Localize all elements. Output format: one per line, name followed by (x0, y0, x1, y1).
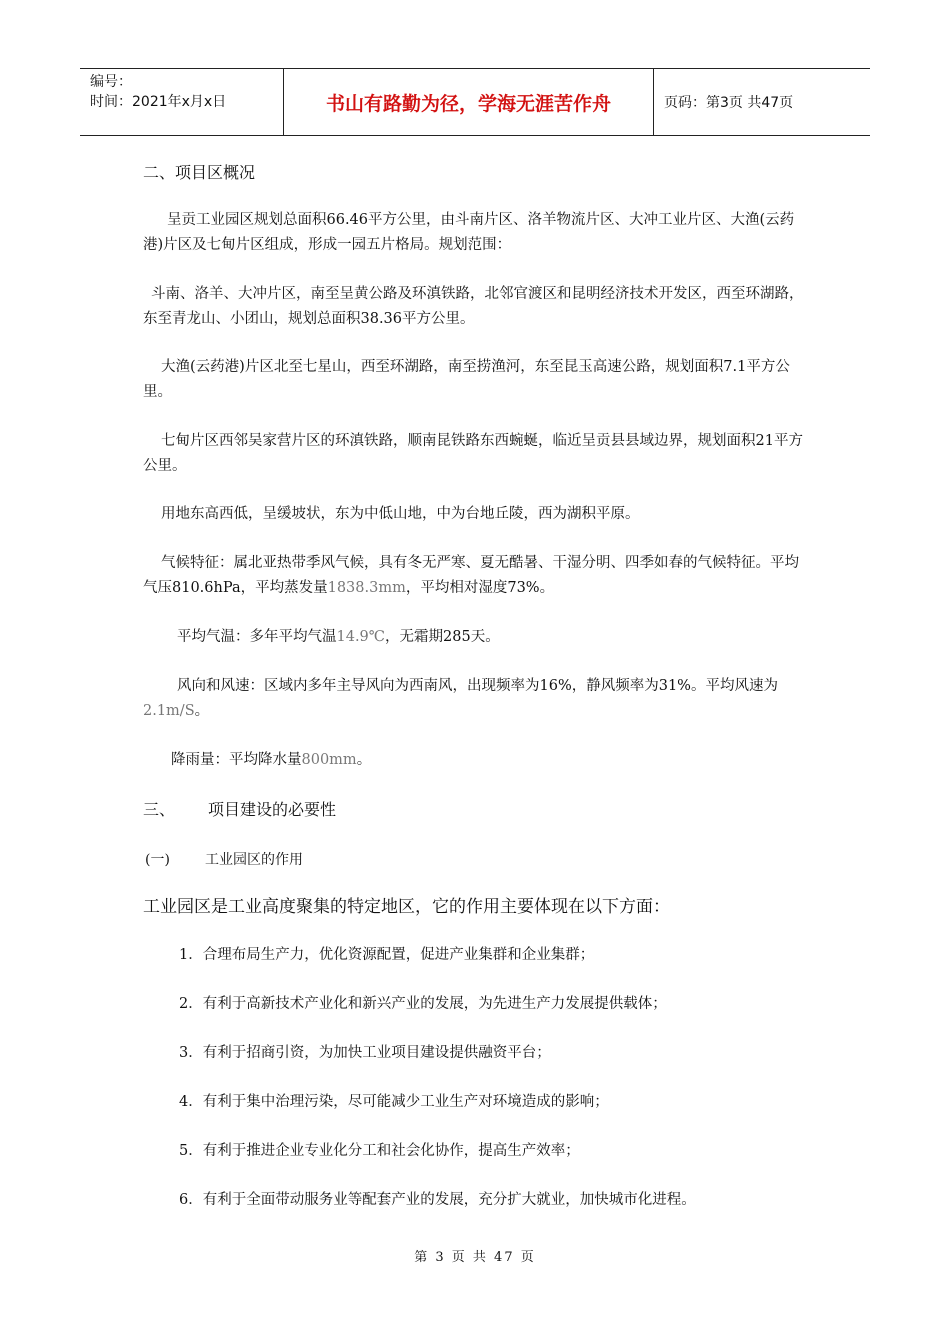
rainfall-label: 降雨量：平均降水量 (171, 752, 302, 768)
paragraph-dayu-scope: 大渔(云药港)片区北至七星山，西至环湖路，南至捞渔河，东至昆玉高速公路，规划面积7.1平方公里。 (143, 359, 790, 400)
section-3-title: 项目建设的必要性 (208, 800, 337, 819)
list-item: 4．有利于集中治理污染，尽可能减少工业生产对环境造成的影响； (179, 1094, 609, 1110)
section-2-title: 二、项目区概况 (143, 163, 256, 182)
list-item: 3．有利于招商引资，为加快工业项目建设提供融资平台； (179, 1045, 551, 1061)
page-header (80, 68, 870, 136)
header-motto: 书山有路勤为径，学海无涯苦作舟 (283, 69, 654, 135)
document-number-label: 编号： (90, 74, 132, 90)
climate-text: 气候特征：属北亚热带季风气候，具有冬无严寒、夏无酷暑、干湿分明、四季如春的气候特征。平均气压810.6hPa，平均蒸发量 (143, 555, 799, 596)
list-item: 5．有利于推进企业专业化分工和社会化协作，提高生产效率； (179, 1143, 580, 1159)
wind-end-text: 。 (194, 703, 210, 719)
paragraph-park-area: 呈贡工业园区规划总面积66.46平方公里，由斗南片区、洛羊物流片区、大冲工业片区、大渔(云药港)片区及七甸片区组成，形成一园五片格局。规划范围： (143, 212, 795, 253)
intro-paragraph: 工业园区是工业高度聚集的特定地区，它的作用主要体现在以下方面： (143, 897, 670, 917)
list-item: 2．有利于高新技术产业化和新兴产业的发展，为先进生产力发展提供载体； (179, 996, 667, 1012)
wind-text: 风向和风速：区域内多年主导风向为西南风，出现频率为16%，静风频率为31%。平均风速为 (177, 678, 778, 694)
paragraph-terrain: 用地东高西低，呈缓坡状，东为中低山地，中为台地丘陵，西为湖积平原。 (161, 506, 640, 522)
subsection-1-number: (一) (145, 852, 170, 868)
wind-speed-value: 2.1m/S (143, 703, 195, 719)
rainfall-end-text: 。 (356, 752, 372, 768)
paragraph-wind (143, 674, 808, 724)
page-footer: 第 3 页 共 47 页 (414, 1250, 536, 1265)
evaporation-value: 1838.3mm (327, 580, 406, 596)
subsection-1-title: 工业园区的作用 (205, 852, 303, 868)
temperature-value: 14.9℃ (336, 629, 386, 645)
document-date-label: 时间：2021年x月x日 (90, 94, 227, 110)
paragraph-temperature (143, 625, 500, 650)
header-left-cell (80, 69, 283, 135)
temperature-label: 平均气温：多年平均气温 (177, 629, 337, 645)
paragraph-rainfall (143, 748, 371, 773)
paragraph-qidian-scope: 七甸片区西邻吴家营片区的环滇铁路，顺南昆铁路东西蜿蜒，临近呈贡县县域边界，规划面积21平方公里。 (143, 433, 803, 474)
climate-humidity-text: ，平均相对湿度73%。 (405, 580, 555, 596)
paragraph-dounan-scope: 斗南、洛羊、大冲片区，南至呈黄公路及环滇铁路，北邻官渡区和昆明经济技术开发区，西至环湖路，东至青龙山、小团山，规划总面积38.36平方公里。 (143, 286, 804, 327)
rainfall-value: 800mm (301, 752, 357, 768)
section-3-number: 三、 (143, 800, 176, 819)
list-item: 6．有利于全面带动服务业等配套产业的发展，充分扩大就业，加快城市化进程。 (179, 1192, 696, 1208)
list-item: 1．合理布局生产力，优化资源配置，促进产业集群和企业集群； (179, 947, 595, 963)
frost-free-text: ，无霜期285天。 (385, 629, 500, 645)
paragraph-climate (143, 551, 808, 601)
header-page-label: 页码：第3页 共47页 (664, 95, 794, 111)
